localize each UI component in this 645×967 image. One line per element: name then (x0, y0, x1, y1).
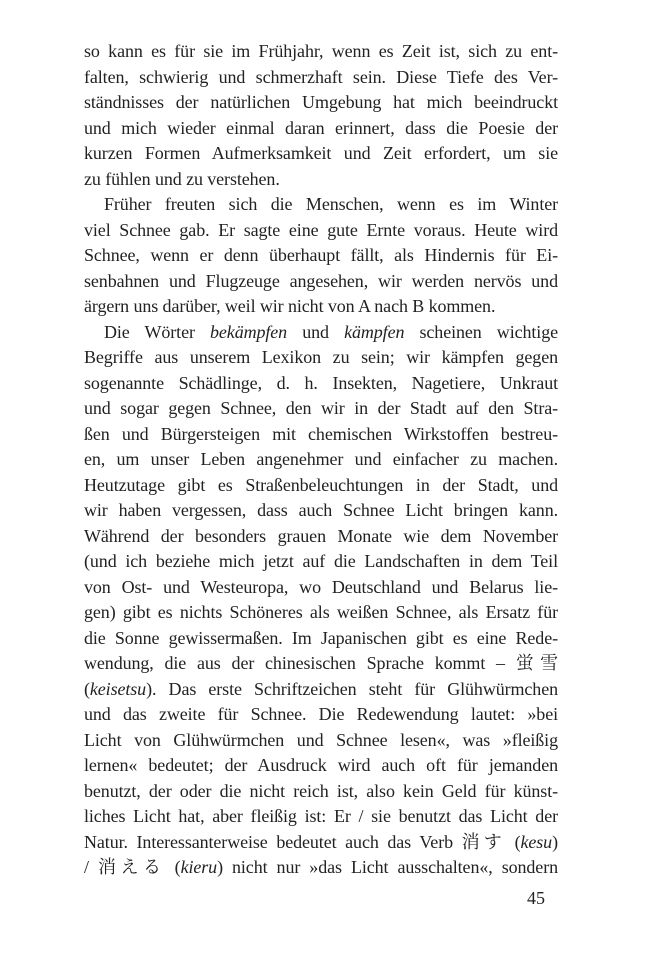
text-segment: kurzen Formen Aufmerksamkeit und Zeit erfordert, um sie (84, 143, 558, 163)
text-line (84, 243, 558, 269)
text-line (84, 473, 558, 499)
text-line (84, 626, 558, 652)
text-line (84, 702, 558, 728)
text-segment: senbahnen und Flugzeuge angesehen, wir werden nervös und (84, 270, 558, 291)
text-line (84, 141, 558, 167)
text-line (84, 447, 558, 473)
text-segment: zu fühlen und zu verstehen. (84, 168, 280, 189)
text-segment: viel Schnee gab. Er sagte eine gute Ernte voraus. Heute wird (84, 219, 558, 240)
text-segment: Die Wörter (104, 321, 211, 342)
text-segment: so kann es für sie im Frühjahr, wenn es Zeit ist, sich zu ent- (84, 41, 558, 61)
text-segment: (und ich beziehe mich jetzt auf die Landschaften in dem Teil (84, 551, 558, 571)
text-line (84, 269, 558, 295)
text-line (84, 39, 558, 65)
text-segment: ). Das erste Schriftzeichen steht für Glühwürmchen (146, 678, 558, 699)
text-segment: die Sonne gewissermaßen. Im Japanischen gibt es eine Rede- (84, 627, 558, 648)
text-line (84, 422, 558, 448)
text-segment: ärgern uns darüber, weil wir nicht von A nach B kommen. (84, 296, 496, 316)
text-segment: Während der besonders grauen Monate wie dem November (84, 525, 558, 546)
text-segment: benutzt, der oder die nicht reich ist, also kein Geld für künst- (84, 780, 558, 801)
text-segment: ) nicht nur »das Licht ausschalten«, sondern (217, 857, 558, 877)
text-line (84, 218, 558, 244)
text-segment: wendung, die aus der chinesischen Sprache kommt – 蛍雪 (84, 653, 558, 673)
text-line (84, 779, 558, 805)
italic-text: kieru (180, 857, 218, 877)
text-segment: Licht von Glühwürmchen und Schnee lesen«, was »fleißig (84, 729, 558, 750)
text-segment: en, um unser Leben angenehmer und einfacher zu machen. (84, 449, 558, 469)
text-line (84, 320, 558, 346)
text-line (84, 65, 558, 91)
text-line (84, 677, 558, 703)
text-line (84, 294, 558, 320)
text-line (84, 371, 558, 397)
text-segment: Natur. Interessanterweise bedeutet auch das Verb 消す ( (84, 831, 521, 852)
text-line (84, 192, 558, 218)
text-segment: und das zweite für Schnee. Die Redewendung lautet: »bei (84, 704, 558, 724)
text-segment: lernen« bedeutet; der Ausdruck wird auch oft für jemanden (84, 755, 558, 775)
text-segment: wir haben vergessen, dass auch Schnee Licht bringen kann. (84, 500, 558, 520)
text-line (84, 396, 558, 422)
text-line (84, 116, 558, 142)
text-line (84, 575, 558, 601)
text-line (84, 90, 558, 116)
text-line (84, 855, 558, 881)
text-segment: / 消える ( (84, 857, 181, 877)
text-line (84, 524, 558, 550)
text-segment: scheinen wichtige (404, 321, 558, 342)
text-segment: sogenannte Schädlinge, d. h. Insekten, Nagetiere, Unkraut (84, 372, 558, 393)
text-segment: Früher freuten sich die Menschen, wenn es im Winter (104, 194, 558, 214)
text-line (84, 600, 558, 626)
text-segment: gen) gibt es nichts Schöneres als weißen Schnee, als Ersatz für (84, 602, 558, 622)
text-line (84, 651, 558, 677)
text-line (84, 804, 558, 830)
text-segment: Begriffe aus unserem Lexikon zu sein; wir kämpfen gegen (84, 347, 558, 367)
italic-text: bekämpfen (210, 321, 288, 342)
page-number: 45 (527, 888, 545, 908)
italic-text: keisetsu (89, 678, 147, 699)
text-segment: liches Licht hat, aber fleißig ist: Er / sie benutzt das Licht der (84, 806, 558, 826)
text-segment: und mich wieder einmal daran erinnert, dass die Poesie der (84, 117, 558, 138)
text-segment: von Ost- und Westeuropa, wo Deutschland und Belarus lie- (84, 576, 558, 597)
text-block (84, 39, 558, 881)
text-line (84, 345, 558, 371)
text-segment: falten, schwierig und schmerzhaft sein. Diese Tiefe des Ver- (84, 66, 558, 87)
text-segment: ständnisses der natürlichen Umgebung hat mich beeindruckt (84, 92, 558, 112)
text-line (84, 728, 558, 754)
text-line (84, 830, 558, 856)
text-segment: Schnee, wenn er denn überhaupt fällt, als Hindernis für Ei- (84, 245, 558, 265)
text-segment: Heutzutage gibt es Straßenbeleuchtungen in der Stadt, und (84, 474, 558, 495)
text-segment: ) (552, 831, 558, 852)
text-segment: ( (84, 678, 90, 699)
text-line (84, 753, 558, 779)
text-segment: ßen und Bürgersteigen mit chemischen Wirkstoffen bestreu- (84, 423, 558, 444)
italic-text: kämpfen (344, 321, 405, 342)
text-line (84, 167, 558, 193)
italic-text: kesu (520, 831, 553, 852)
text-line (84, 498, 558, 524)
text-line (84, 549, 558, 575)
text-segment: und (287, 321, 345, 342)
text-segment: und sogar gegen Schnee, den wir in der Stadt auf den Stra- (84, 398, 558, 418)
